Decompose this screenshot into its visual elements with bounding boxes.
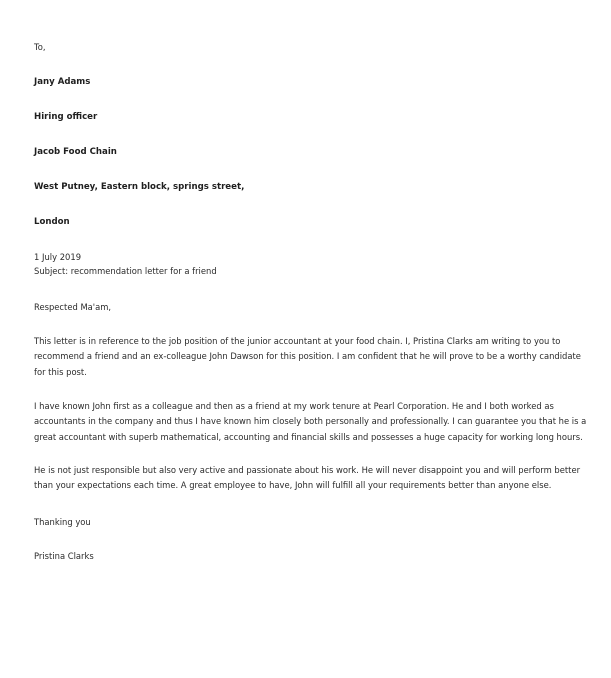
recipient-name: Jany Adams <box>34 77 91 87</box>
paragraph-line: This letter is in reference to the job position of the junior accountant at your food chain. I, Pristina Clarks am writing to you to <box>34 336 561 346</box>
date-line: 1 July 2019 <box>34 252 82 262</box>
closing-line: Thanking you <box>34 517 91 527</box>
salutation: Respected Ma'am, <box>34 302 112 312</box>
to-line: To, <box>34 42 46 52</box>
company-name: Jacob Food Chain <box>34 147 117 157</box>
paragraph-line: great accountant with superb mathematical, accounting and financial skills and possesses a huge capacity for working long hours. <box>34 431 583 442</box>
paragraph-line: than your expectations each time. A great employee to have, John will fulfill all your requirements better than anyone else. <box>34 480 552 491</box>
city-line: London <box>34 217 70 227</box>
body-paragraph-3 <box>34 463 581 494</box>
body-paragraph-1 <box>34 334 581 380</box>
recipient-title: Hiring officer <box>34 112 98 122</box>
paragraph-line: accountants in the company and thus I have known him closely both personally and professionally. I can guarantee you that he is a <box>34 416 587 427</box>
paragraph-line: He is not just responsible but also very active and passionate about his work. He will never disappoint you and will perform better <box>34 465 581 475</box>
body-paragraph-2 <box>34 399 587 445</box>
paragraph-line: recommend a friend and an ex-colleague John Dawson for this position. I am confident that he will prove to be a worthy candidate <box>34 351 581 362</box>
address-line: West Putney, Eastern block, springs street, <box>34 182 245 192</box>
subject-line: Subject: recommendation letter for a friend <box>34 266 217 276</box>
signature-name: Pristina Clarks <box>34 551 94 561</box>
paragraph-line: for this post. <box>34 366 87 377</box>
paragraph-line: I have known John first as a colleague and then as a friend at my work tenure at Pearl Corporation. He and I both worked as <box>34 401 554 411</box>
